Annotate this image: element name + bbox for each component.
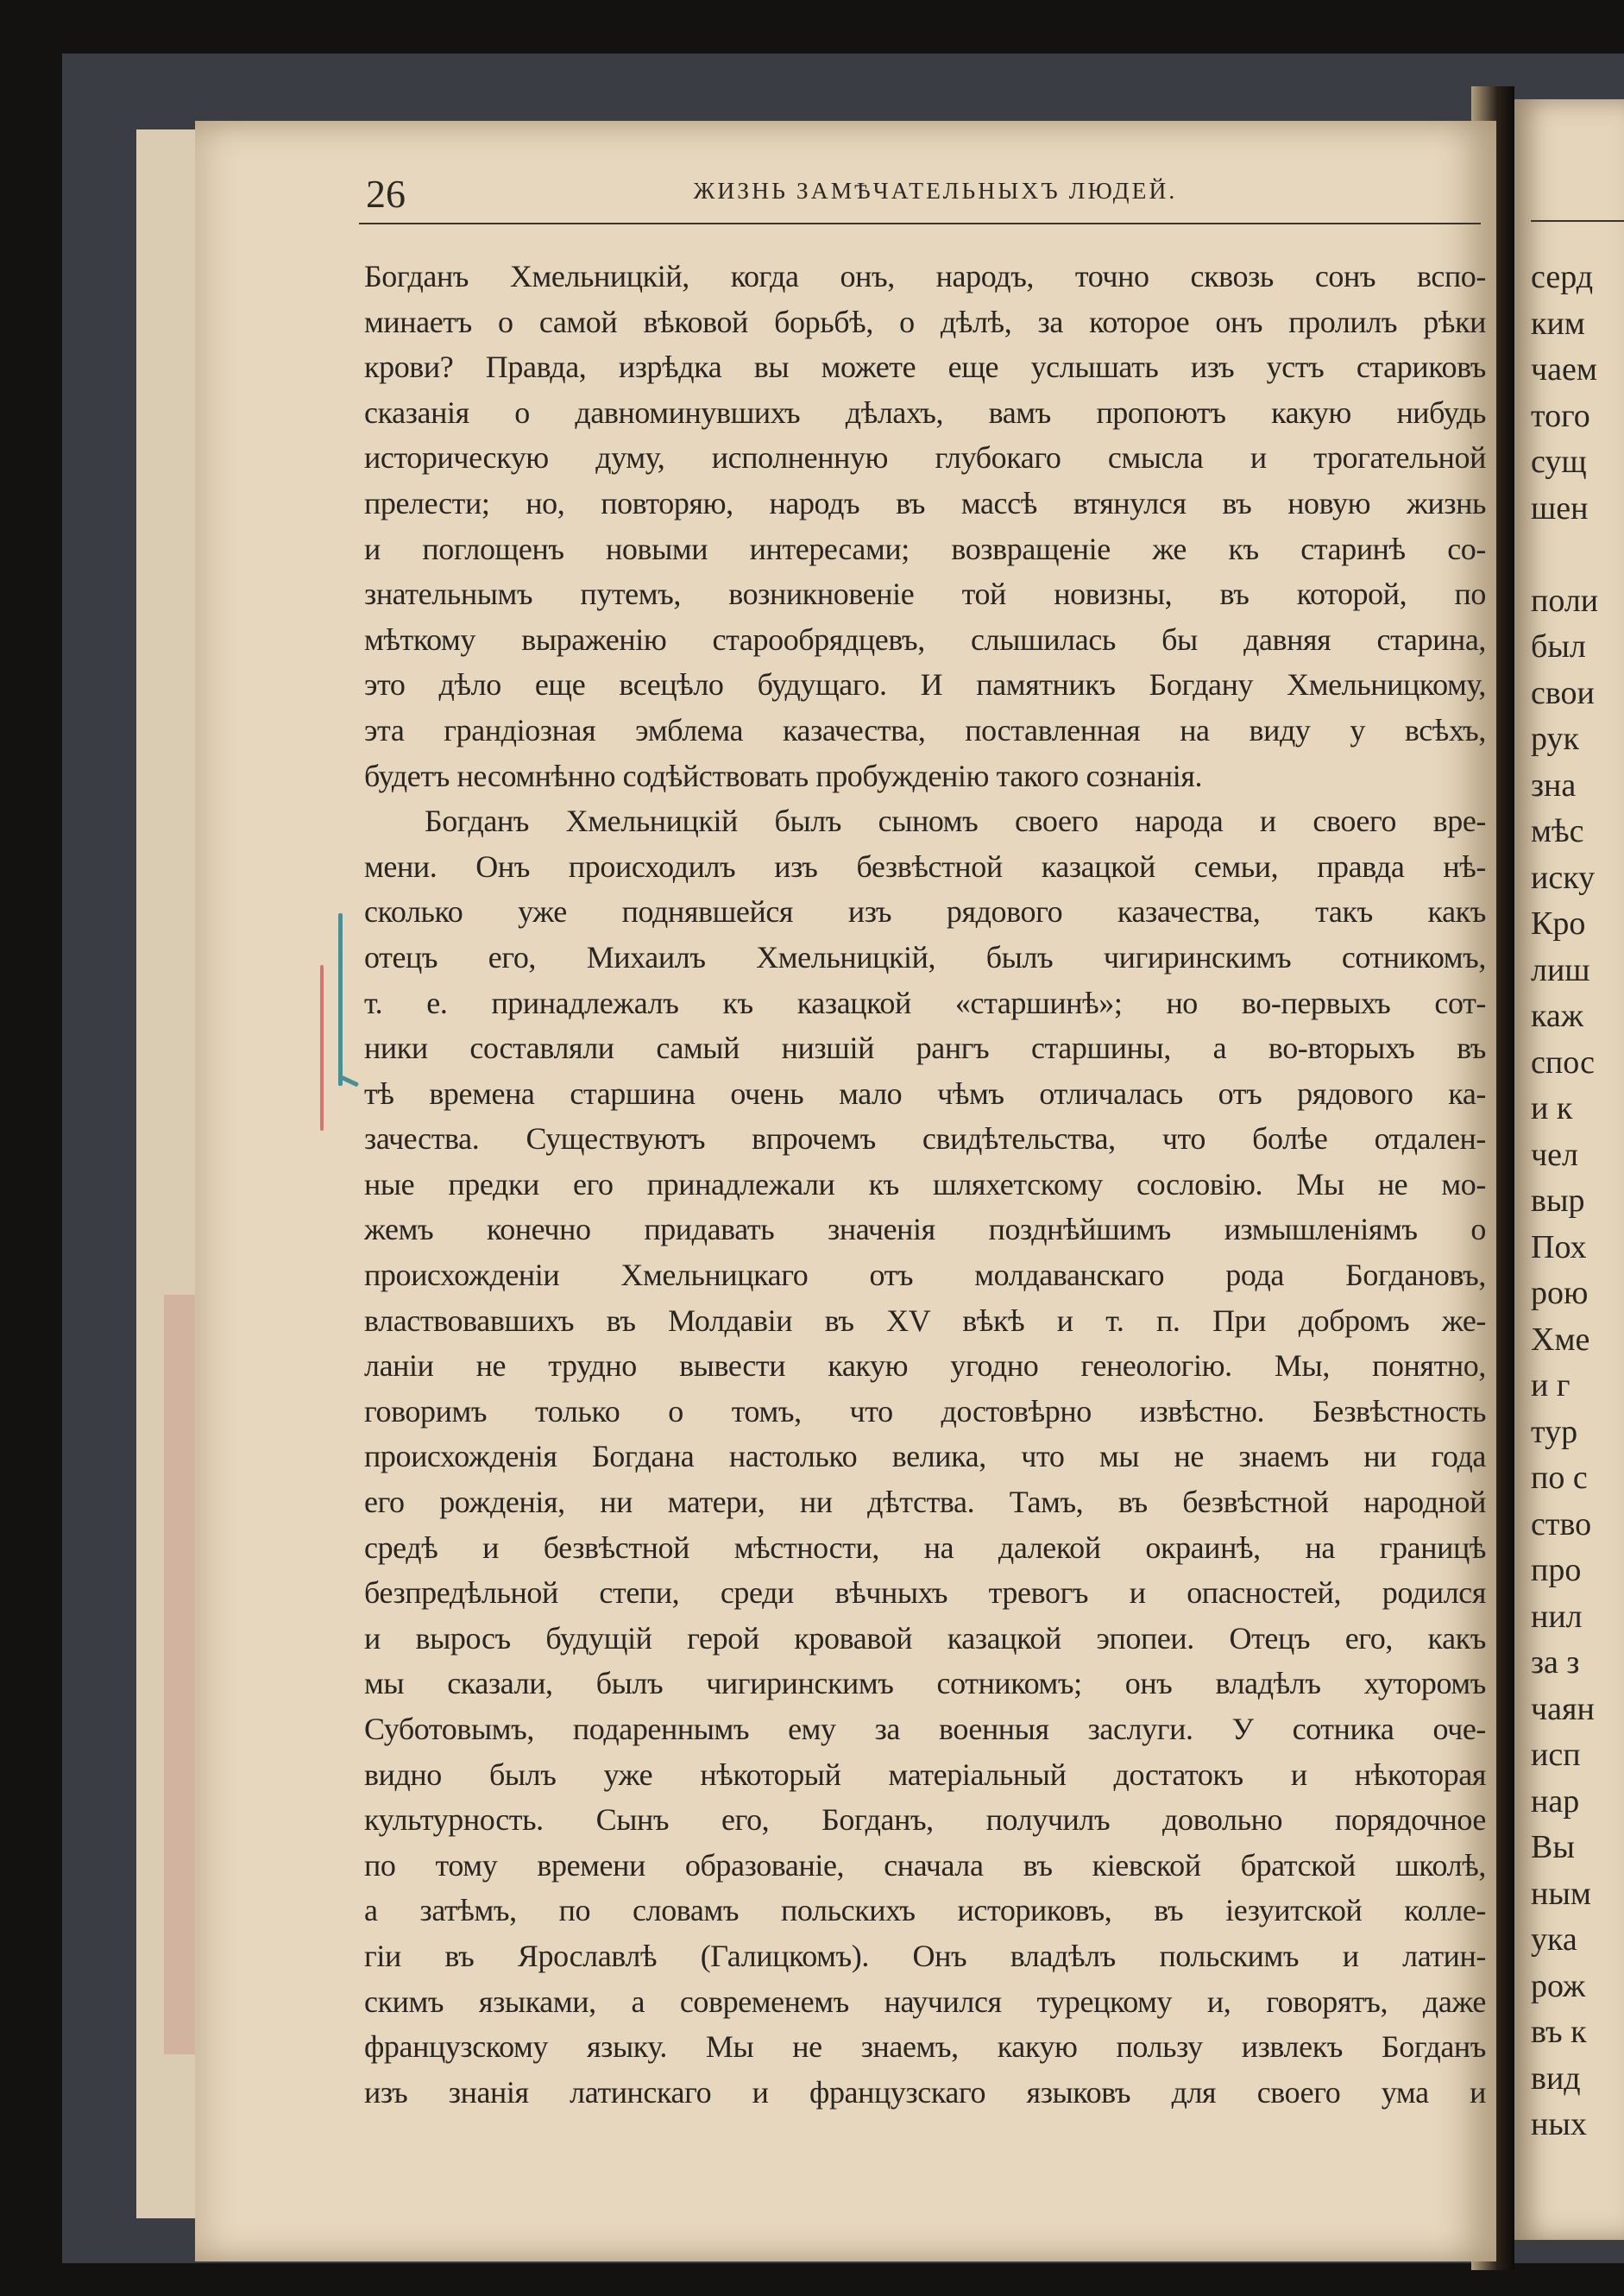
next-page-line: мѣс — [1531, 813, 1584, 849]
text-line: видно былъ уже нѣкоторый матеріальный достатокъ и нѣкоторая — [364, 1757, 1486, 1792]
text-line: это дѣло еще всецѣло будущаго. И памятникъ Богдану Хмельницкому, — [364, 667, 1486, 703]
next-page-line: Вы — [1531, 1829, 1575, 1865]
red-pencil-mark — [320, 965, 324, 1131]
text-line: и выросъ будущій герой кровавой казацкой эпопеи. Отецъ его, какъ — [364, 1620, 1486, 1656]
next-page-line: шен — [1531, 489, 1589, 527]
next-page-line: сущ — [1531, 444, 1587, 480]
text-line: происхожденіи Хмельницкаго отъ молдаванскаго рода Богдановъ, — [364, 1258, 1486, 1293]
text-line: ники составляли самый низшій рангъ старшины, а во-вторыхъ въ — [364, 1031, 1486, 1066]
text-line: тѣ времена старшина очень мало чѣмъ отличалась отъ рядового ка- — [364, 1075, 1486, 1111]
text-line: жемъ конечно придавать значенія позднѣйшимъ измышленіямъ о — [364, 1212, 1486, 1247]
text-line: историческую думу, исполненную глубокаго смысла и трогательной — [364, 440, 1486, 476]
next-page-line: чаян — [1531, 1690, 1595, 1727]
next-page-line: въ к — [1531, 2014, 1587, 2050]
text-line: мы сказали, былъ чигиринскимъ сотникомъ; онъ владѣлъ хуторомъ — [364, 1666, 1486, 1701]
text-line: скимъ языками, а современемъ научился турецкому и, говорятъ, даже — [364, 1984, 1486, 2019]
next-page-line: нар — [1531, 1782, 1580, 1820]
next-page-line: чаем — [1531, 351, 1597, 388]
text-line: отецъ его, Михаилъ Хмельницкій, былъ чигиринскимъ сотникомъ, — [364, 939, 1486, 975]
text-line: французскому языку. Мы не знаемъ, какую пользу извлекъ Богданъ — [364, 2029, 1486, 2065]
text-line: средѣ и безвѣстной мѣстности, на далекой окраинѣ, на границѣ — [364, 1530, 1486, 1565]
next-page-line — [1531, 528, 1624, 580]
text-line: будетъ несомнѣнно содѣйствовать пробужденію такого сознанія. — [364, 758, 1203, 793]
text-line: крови? Правда, изрѣдка вы можете еще услышать изъ устъ стариковъ — [364, 350, 1486, 385]
next-page-line: и г — [1531, 1367, 1570, 1403]
next-page-line: рук — [1531, 721, 1579, 757]
page-number: 26 — [366, 172, 406, 216]
next-page-line: за з — [1531, 1644, 1580, 1681]
next-page-line: рою — [1531, 1275, 1589, 1311]
running-head: ЖИЗНЬ ЗАМѢЧАТЕЛЬНЫХЪ ЛЮДЕЙ. — [693, 178, 1178, 204]
text-line: происхожденія Богдана настолько велика, что мы не знаемъ ни года — [364, 1439, 1486, 1474]
next-page-line: поли — [1531, 582, 1599, 619]
header-rule — [359, 223, 1481, 224]
text-line: эта грандіозная эмблема казачества, поставленная на виду у всѣхъ, — [364, 712, 1486, 747]
text-line: мѣткому выраженію старообрядцевъ, слышилась бы давняя старина, — [364, 621, 1486, 657]
next-page-line: вид — [1531, 2059, 1581, 2097]
next-page-line: и к — [1531, 1090, 1573, 1126]
paragraph-1 — [364, 254, 1486, 798]
text-line: сказанія о давноминувшихъ дѣлахъ, вамъ пропоютъ какую нибудь — [364, 394, 1486, 430]
text-line: по тому времени образованіе, сначала въ кіевской братской школѣ, — [364, 1847, 1486, 1883]
next-page-line: серд — [1531, 259, 1594, 295]
next-page-line: спос — [1531, 1044, 1596, 1081]
text-line: Богданъ Хмельницкій былъ сыномъ своего народа и своего вре- — [425, 804, 1486, 839]
paragraph-2 — [364, 798, 1486, 2115]
text-line: зачества. Существуютъ впрочемъ свидѣтельства, что болѣе отдален- — [364, 1121, 1486, 1157]
next-page-line: исп — [1531, 1737, 1581, 1773]
text-line: Богданъ Хмельницкій, когда онъ, народъ, точно сквозь сонъ вспо- — [364, 259, 1486, 293]
text-line: говоримъ только о томъ, что достовѣрно извѣстно. Безвѣстность — [364, 1393, 1486, 1429]
text-line: мени. Онъ происходилъ изъ безвѣстной казацкой семьи, правда нѣ- — [364, 848, 1486, 884]
text-line: культурность. Сынъ его, Богданъ, получилъ довольно порядочное — [364, 1802, 1486, 1838]
text-line: прелести; но, повторяю, народъ въ массѣ втянулся въ новую жизнь — [364, 485, 1486, 520]
text-line: т. е. принадлежалъ къ казацкой «старшинѣ»; но во-первыхъ сот- — [364, 985, 1486, 1020]
next-page-line: ных — [1531, 2106, 1587, 2142]
text-line: знательнымъ путемъ, возникновеніе той новизны, въ которой, по — [364, 577, 1486, 612]
text-line: властвовавшихъ въ Молдавіи въ XV вѣкѣ и т. п. При добромъ же- — [364, 1303, 1486, 1338]
text-line: Суботовымъ, подареннымъ ему за военныя заслуги. У сотника оче- — [364, 1712, 1486, 1746]
text-line: и поглощенъ новыми интересами; возвращеніе же къ старинѣ со- — [364, 531, 1486, 566]
text-line: изъ знанія латинскаго и французскаго языковъ для своего ума и — [364, 2074, 1486, 2110]
next-page-line: ким — [1531, 305, 1585, 342]
book-page — [195, 121, 1496, 2261]
next-page-line: рож — [1531, 1967, 1586, 2004]
next-page-line: того — [1531, 397, 1590, 434]
next-page-line: по с — [1531, 1460, 1588, 1496]
next-page-line: ство — [1531, 1505, 1592, 1542]
next-page-line: Хме — [1531, 1321, 1590, 1358]
next-page-header-rule — [1531, 220, 1624, 222]
next-page-line: нил — [1531, 1598, 1583, 1635]
next-page-line: тур — [1531, 1413, 1578, 1450]
next-page-line: иску — [1531, 859, 1596, 896]
next-page-line: прo — [1531, 1552, 1582, 1588]
next-page-line: ным — [1531, 1875, 1591, 1912]
next-page-line: каж — [1531, 998, 1584, 1034]
next-page-line: Пох — [1531, 1228, 1587, 1265]
next-page-line: лиш — [1531, 951, 1590, 988]
blue-pencil-mark — [338, 913, 343, 1086]
text-line: сколько уже поднявшейся изъ рядового казачества, такъ какъ — [364, 894, 1486, 930]
next-page-line: зна — [1531, 766, 1577, 804]
body-text — [364, 254, 1486, 2115]
text-line: ланіи не трудно вывести какую угодно генеологію. Мы, понятно, — [364, 1348, 1486, 1384]
text-line: его рожденія, ни матери, ни дѣтства. Тамъ, въ безвѣстной народной — [364, 1485, 1486, 1520]
text-line: ные предки его принадлежали къ шляхетскому сословію. Мы не мо- — [364, 1166, 1486, 1202]
next-page-line: ука — [1531, 1921, 1577, 1958]
text-line: безпредѣльной степи, среди вѣчныхъ тревогъ и опасностей, родился — [364, 1575, 1486, 1611]
next-page-edge — [1512, 99, 1624, 2240]
next-page-line: Кро — [1531, 905, 1586, 942]
next-page-line: выр — [1531, 1183, 1585, 1219]
next-page-line: был — [1531, 628, 1586, 665]
next-page-line: чел — [1531, 1136, 1578, 1173]
text-line: а затѣмъ, по словамъ польскихъ историковъ, въ іезуитской колле- — [364, 1893, 1486, 1928]
text-line: минаетъ о самой вѣковой борьбѣ, о дѣлѣ, за которое онъ пролилъ рѣки — [364, 304, 1486, 339]
text-line: гіи въ Ярославлѣ (Галицкомъ). Онъ владѣлъ польскимъ и латин- — [364, 1938, 1486, 1973]
next-page-line: свои — [1531, 674, 1595, 711]
